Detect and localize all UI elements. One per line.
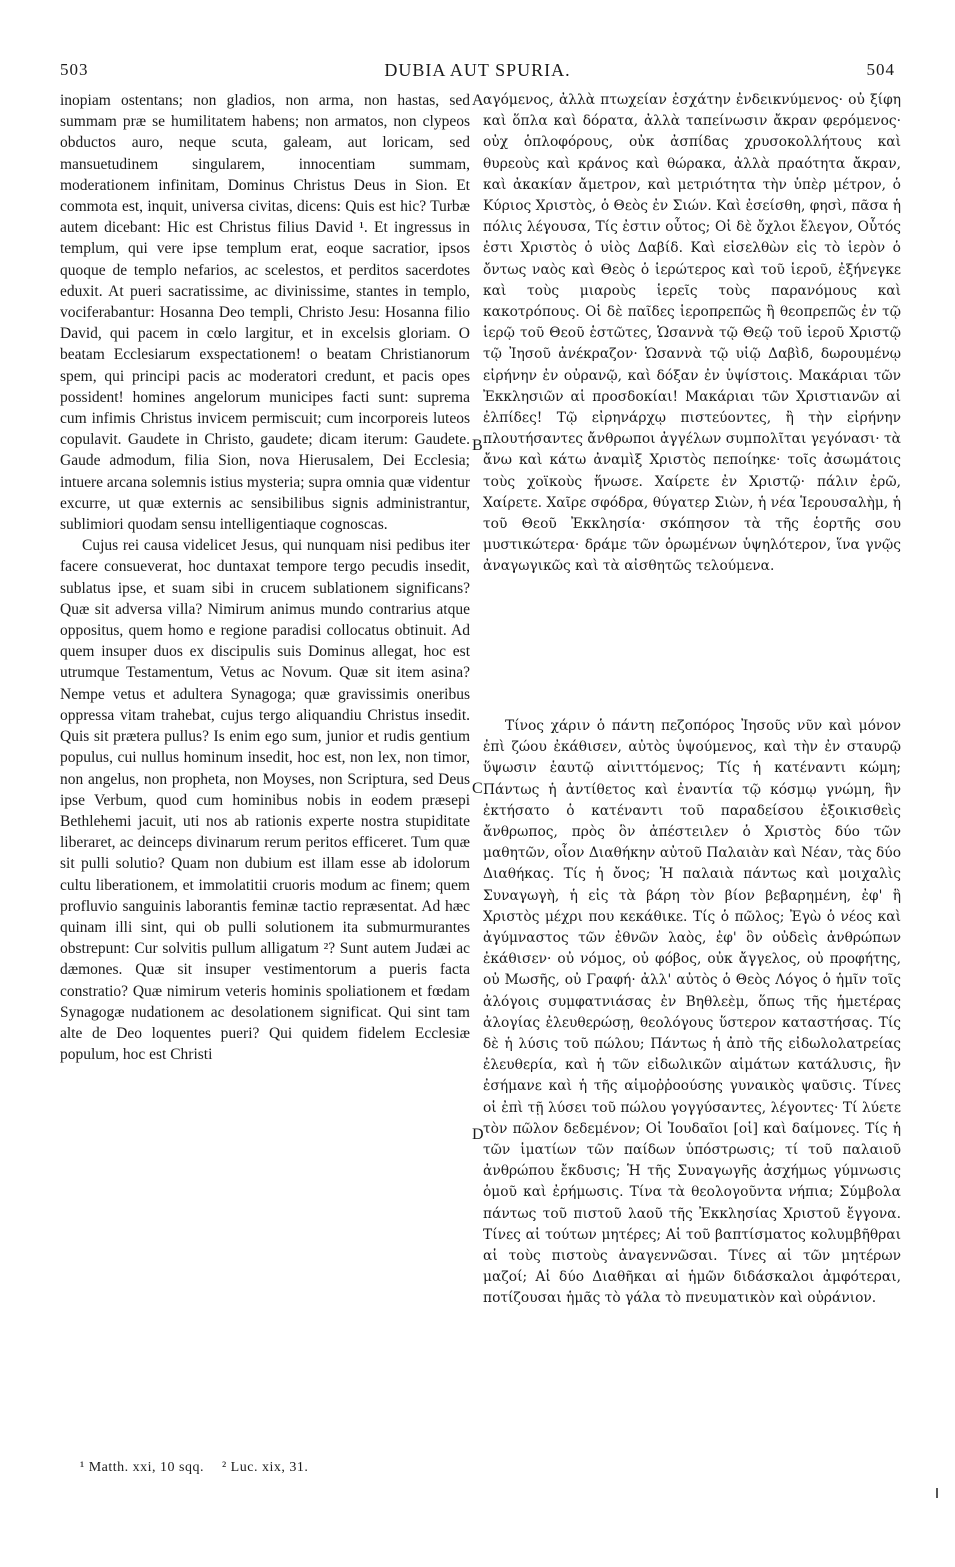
running-title: DUBIA AUT SPURIA. (384, 60, 571, 80)
greek-paragraph-2: Τίνος χάριν ὁ πάντη πεζοπόρος Ἰησοῦς νῦν καὶ μόνον ἐπὶ ζώου ἐκάθισεν, αὐτὸς ὑψούμενος, καὶ τὴν ἐν σταυρῷ ὕψωσιν ἑαυτῷ αἰνιττόμενος; Τίς ἡ κατέναντι κώμη; Πάντως ἡ ἀντίθετος καὶ ἐναντία τῷ κόσμῳ γνώμη, ἣν ἐκτήσατο ὁ κατέναντι τοῦ παραδείσου ἐξοικισθεὶς ἄνθρωπος, πρὸς ὃν ἀπέστειλεν ὁ Χριστὸς δύο τῶν μαθητῶν, οἷον Διαθήκην αὐτοῦ Παλαιὰν καὶ Νέαν, τὰς δύο Διαθήκας. Τίς ἡ ὄνος; Ἡ παλαιὰ πάντως καὶ μοιχαλὶς Συναγωγὴ, ἡ εἰς τὰ βάρη τὸν βίον βεβαρημένη, ἐφ' ἣ Χριστὸς μέχρι που κεκάθικε. Τίς ὁ πῶλος; Ἐγὼ ὁ νέος καὶ ἀγύμναστος τῶν ἐθνῶν λαὸς, ἐφ' ὃν οὐδεὶς ἀνθρώπων ἐκάθισεν· οὐ νόμος, οὐ φόβος, οὐκ ἄγγελος, οὐ προφήτης, οὐ Μωσῆς, οὐ Γραφή· ἀλλ' αὐτὸς ὁ Θεὸς Λόγος ὁ ἡμῖν τοῖς ἀλόγοις συμφατνιάσας ἐν Βηθλεὲμ, ὅπως τῆς ἡμετέρας ἀλογίας ἐλευθερώσῃ, θεολόγους ὕστερον καταστήσας. Τίς δὲ ἡ λύσις τοῦ πώλου; Πάντως ἡ ἀπὸ τῆς εἰδωλολατρείας ἐλευθερία, καὶ ἡ τῶν εἰδωλικῶν αἱμάτων κατάλυσις, ἣν ἐσήμανε καὶ ἡ τῆς αἱμοῤῥοούσης γυναικὸς ψαῦσις. Τίνες οἱ ἐπὶ τῇ λύσει τοῦ πώλου γογγύσαντες, λέγοντες· Τί λύετε τὸν πῶλον δεδεμένον; Οἱ Ἰουδαῖοι [οἱ] καὶ δαίμονες. Τίς ἡ τῶν ἱματίων τῶν παίδων ὑπόστρωσις; τί τοῦ παλαιοῦ ἀνθρώπου ἔκδυσις; Ἡ τῆς Συναγωγῆς ἀσχήμως γύμνωσις ὁμοῦ καὶ ἐρήμωσις. Τίνα τὰ θεολογοῦντα νήπια; Σύμβολα πάντως τοῦ πιστοῦ λαοῦ τῆς Ἐκκλησίας Χριστοῦ ἔγγονα. Τίνες αἱ τούτων μητέρες; Αἱ τοῦ βαπτίσματος κολυμβῆθραι αἱ τοὺς πιστοὺς ἀναγεννῶσαι. Τίνες αἱ τῶν μητέρων μαζοί; Αἱ δύο Διαθῆκαι αἱ ἡμῶν διδάσκαλοι ἀμφότεραι, ποτίζουσαι ἡμᾶς τὸ γάλα τὸ πνευματικὸν καὶ οὐράνιον. (483, 718, 901, 1307)
greek-column-bottom (483, 716, 901, 1310)
latin-column (60, 90, 470, 1065)
footnote-2: ² Luc. xix, 31. (221, 1460, 309, 1475)
section-marker-b: B (472, 437, 483, 454)
running-header (0, 60, 955, 86)
scan-speck (936, 1488, 938, 1498)
footnote-1: ¹ Matth. xxi, 10 sqq. (80, 1460, 204, 1475)
latin-paragraph-2: Cujus rei causa videlicet Jesus, qui nunquam nisi pedibus iter facere consueverat, hoc duntaxat tempore tergo pecudis insedit, sublatus ipse, et suam sibi in crucem sublationem significans? Quæ sit adversa villa? Nimirum animus mundo contrarius atque oppositus, quem homo e regione paradisi collocatus obtinuit. Ad quem insuper duos ex discipulis suis Dominus allegat, hoc est utrumque Testamentum, Vetus ac Novum. Quæ sit item asina? Nempe vetus et adultera Synagoga; quæ gravissimis oneribus oppressa vitam trahebat, cujus tergo aliquandiu Christus insedit. Quis sit prætera pullus? Is enim ego sum, junior et rudis gentium populus, cui nullus hominum insedit, hoc est, non lex, non timor, non angelus, non propheta, non Moyses, non Scriptura, sed Deus ipse Verbum, quod cum hominibus nobis in eodem præsepi Bethlehemi jacuit, uti nos ab rationis experte nostra stupiditate liberaret, ac deinceps divinarum rerum peritos efficeret. Tum quæ sit pulli solutio? Quam non dubium est illam esse ab idolorum cultu liberationem, et immolatitii cruoris modum ac finem; quem profluvio sanguinis laborantis feminæ tactio repræsentat. Ad hæc quinam illi sint, qui ob pulli solutionem ita submurmurantes obstrepunt: Cur solvitis pullum alligatum ²? Sunt autem Judæi ac dæmones. Quæ sit insuper vestimentorum a pueris facta constratio? Quæ nimirum veteris hominis spoliationem et fœdam Synagogæ nudationem ac desolationem significat. Qui sint tam alte de Deo loquentes pueri? Qui quidem fidelem Ecclesiæ populum, hoc est Christi (60, 537, 470, 1064)
greek-paragraph-1: αγόμενος, ἀλλὰ πτωχείαν ἐσχάτην ἐνδεικνύμενος· οὐ ξίφη καὶ ὅπλα καὶ δόρατα, ἀλλὰ ταπείνωσιν ἄκραν φερόμενος· οὐχ ὁπλοφόρους, οὐκ ἀσπίδας χρυσοκολλήτους καὶ θυρεοὺς καὶ κράνος καὶ θώρακα, ἀλλὰ πραότητα ἄκραν, καὶ ἀκακίαν ἄμετρον, καὶ μετριότητα τὴν ὑπὲρ μέτρον, ὁ Κύριος Χριστὸς, ὁ Θεὸς ἐν Σιών. Καὶ ἐσείσθη, φησὶ, πᾶσα ἡ πόλις λέγουσα, Τίς ἐστιν οὗτος; Οἱ δὲ ὄχλοι ἔλεγον, Οὗτός ἐστι Χριστὸς ὁ υἱὸς Δαβίδ. Καὶ εἰσελθὼν εἰς τὸ ἱερὸν ὁ ὄντως ναὸς καὶ Θεὸς ὁ ἱερώτερος καὶ τοῦ ἱεροῦ, ἐξήνεγκε καὶ τοὺς μιαροὺς ἱερεῖς τοὺς παρανόμους καὶ κακοτρόπους. Οἱ δὲ παῖδες ἱεροπρεπῶς ἢ θεοπρεπῶς ἐν τῷ ἱερῷ τοῦ Θεοῦ ἑστῶτες, Ὡσαννὰ τῷ Θεῷ τοῦ ἱεροῦ Χριστῷ τῷ Ἰησοῦ ἀνέκραζον· Ὡσαννὰ τῷ υἱῷ Δαβὶδ, δωρουμένῳ εἰρήνην ἐν οὐρανῷ, καὶ δόξαν ἐν ὑψίστοις. Μακάριαι τῶν Ἐκκλησιῶν αἱ προσδοκίαι! Μακάριαι τῶν Χριστιανῶν αἱ ἐλπίδες! Τῷ εἰρηνάρχῳ πιστεύοντες, ἢ τὴν εἰρήνην πλουτήσαντες ἄνθρωποι ἀγγέλων συμπολῖται γεγόνασι· τὰ ἄνω καὶ κάτω ἀναμὶξ Χριστὸς πεποίηκε· τοῖς ἀσωμάτοις τοὺς χοϊκοὺς ἥνωσε. Χαίρετε ἐν Χριστῷ· πάλιν ἐρῶ, Χαίρετε. Χαῖρε σφόδρα, θύγατερ Σιὼν, ἡ νέα Ἱερουσαλὴμ, ἡ τοῦ Θεοῦ Ἐκκλησία· σκόπησον τὰ τῆς ἑορτῆς σου μυστικώτερα· δράμε τῶν ὁρωμένων ὑψηλότερον, ἵνα γνῷς ἀναγωγικῶς καὶ τὰ αἰσθητῶς τελούμενα. (483, 92, 902, 575)
right-page-number: 504 (866, 60, 895, 79)
greek-column-top (483, 90, 901, 578)
section-marker-a: A (472, 92, 484, 109)
footnotes (80, 1460, 322, 1476)
left-page-number: 503 (60, 60, 89, 79)
latin-paragraph-1: inopiam ostentans; non gladios, non arma, non hastas, sed summam præ se humilitatem habens; non armatos, non clypeos obductos auro, neque scuta, galeam, aut loricam, sed mansuetudinem singularem, innocentiam summam, moderationem infinitam, Dominus Christus Deus in Sion. Et commota est, inquit, universa civitas, dicens: Quis est hic? Turbæ autem dicebant: Hic est Christus filius David ¹. Et ingressus in templum, qui vere ipse templum erat, eoque sacratior, ipsos quoque de templo nefarios, ac scelestos, et perditos sacerdotes eduxit. At pueri sacratissime, ac divinissime, stantes in templo, vociferabantur: Hosanna Deo templi, Christo Jesu: Hosanna filio David, qui pacem in cœlo largitur, et in excelsis gloriam. O beatam Ecclesiarum exspectationem! o beatam Christianorum spem, qui principi pacis ac moderatori credunt, et pacis opes possident! homines angelorum municipes facti sunt: suprema cum infimis Christus invicem permiscuit; cum incorporeis luteos copulavit. Gaudete in Christo, gaudete; dicam iterum: Gaudete. Gaude admodum, filia Sion, nova Hierusalem, Dei Ecclesia; intuere arcana solemnis istius mysteria; supra omnia quæ videntur excurre, ut quæ externis ac sensibilibus signis administrantur, sublimiori quodam sensu intelligentiaque cognoscas. (60, 92, 470, 534)
section-marker-c: C (472, 780, 483, 797)
section-marker-d: D (472, 1126, 484, 1143)
